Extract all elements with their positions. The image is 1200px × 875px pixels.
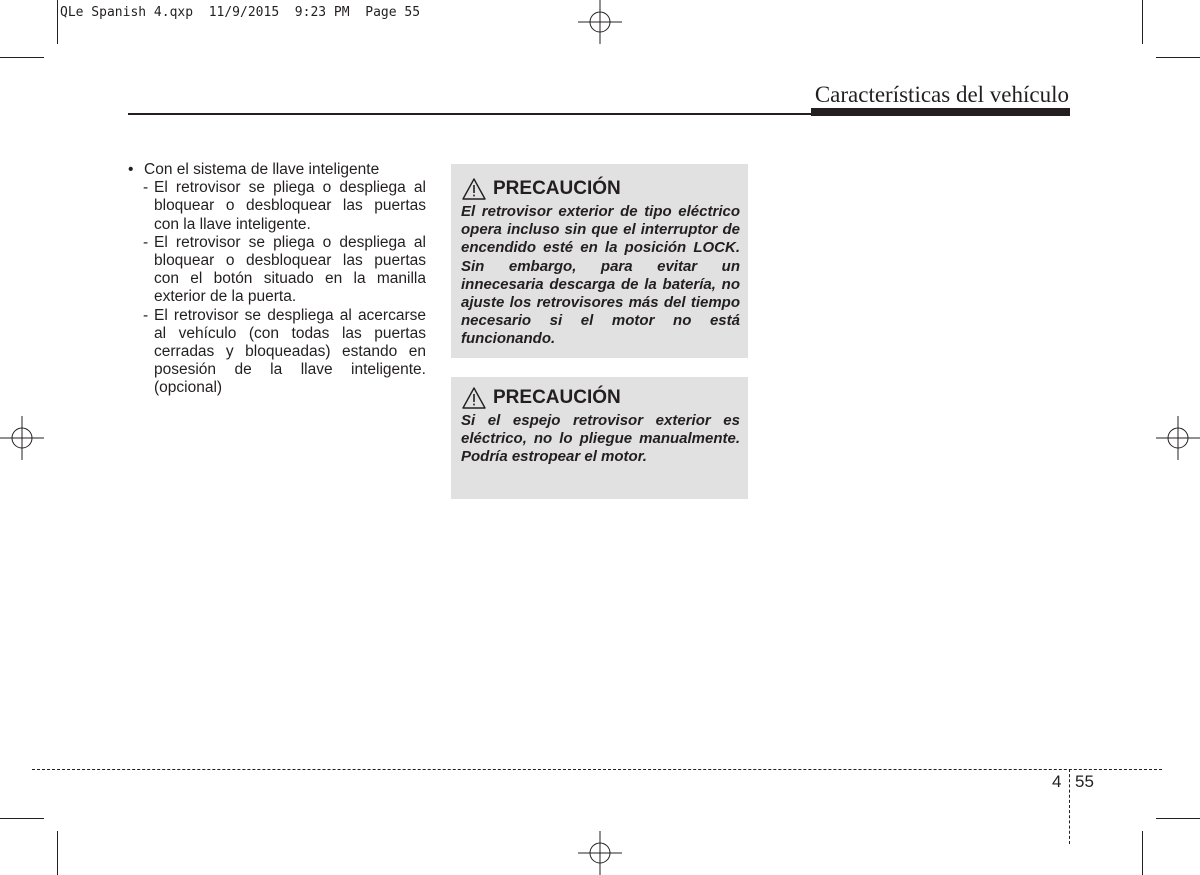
header-rule (128, 113, 813, 115)
print-slug: QLe Spanish 4.qxp 11/9/2015 9:23 PM Page 55 (60, 5, 421, 20)
sub-item-text: El retrovisor se pliega o despliega al bloquear o desbloquear las puertas con la llave inteligente. (154, 179, 426, 233)
sub-item (143, 234, 426, 307)
crop-mark (1142, 831, 1143, 875)
sub-item (143, 307, 426, 398)
sub-item-text: El retrovisor se pliega o despliega al bloquear o desbloquear las puertas con el botón situado en la manilla exterior de la puerta. (154, 233, 426, 306)
crop-mark (57, 0, 58, 44)
warning-triangle-icon (461, 386, 487, 410)
footer-divider (1069, 769, 1070, 844)
sub-item-text: El retrovisor se despliega al acercarse al vehículo (con todas las puertas cerradas y bloqueadas) estando en posesión de la llave inteligente. (opcional) (154, 306, 426, 397)
registration-mark-icon (0, 416, 44, 460)
caution-box (451, 164, 748, 358)
dash-marker: - (143, 179, 149, 197)
section-title: Características del vehículo (814, 82, 1069, 107)
header-rule-thick (811, 108, 1070, 116)
dash-marker: - (143, 306, 149, 324)
caution-body: Si el espejo retrovisor exterior es eléctrico, no lo pliegue manualmente. Podría estropear el motor. (461, 412, 740, 466)
crop-mark (1156, 57, 1200, 58)
registration-mark-icon (1156, 416, 1200, 460)
warning-triangle-icon (461, 177, 487, 201)
caution-body: El retrovisor exterior de tipo eléctrico opera incluso sin que el interruptor de encendido esté en la posición LOCK. Sin embargo, para evitar un innecesaria descarga de la batería, no ajuste los retrovisores más del tiempo necesario si el motor no está funcionando. (461, 203, 740, 348)
bullet-item (128, 161, 426, 179)
crop-mark (1156, 818, 1200, 819)
dash-marker: - (143, 233, 149, 251)
bullet-text: Con el sistema de llave inteligente (144, 161, 380, 178)
sub-item (143, 179, 426, 234)
crop-mark (1142, 0, 1143, 44)
crop-mark (0, 57, 44, 58)
crop-mark (0, 818, 44, 819)
caution-header (461, 175, 740, 203)
bullet-icon: • (128, 161, 134, 178)
registration-mark-icon (578, 831, 622, 875)
caution-box (451, 377, 748, 499)
body-column (128, 161, 426, 398)
crop-mark (57, 831, 58, 875)
caution-title: PRECAUCIÓN (493, 178, 621, 199)
footer-rule (32, 769, 1162, 770)
caution-title: PRECAUCIÓN (493, 387, 621, 408)
registration-mark-icon (578, 0, 622, 44)
page-number: 55 (1075, 772, 1094, 791)
caution-header (461, 384, 740, 412)
chapter-number: 4 (1052, 772, 1062, 791)
